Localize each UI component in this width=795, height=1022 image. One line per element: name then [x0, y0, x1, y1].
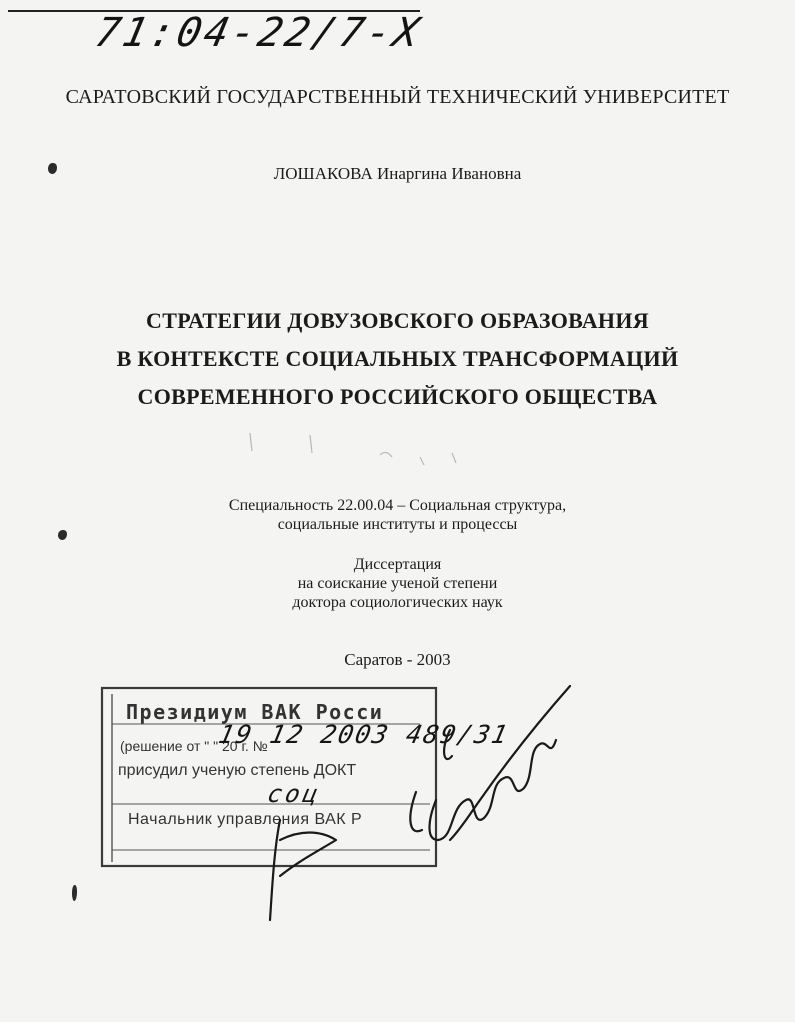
stamp-head-label: Начальник управления ВАК Р: [128, 811, 363, 828]
stamp-decision-handwritten: 19 12 2003 489/31: [215, 720, 512, 749]
dissertation-title-line-3: СОВРЕМЕННОГО РОССИЙСКОГО ОБЩЕСТВА: [137, 384, 658, 409]
archive-code-underline: [0, 0, 795, 80]
stamp-title: Президиум ВАК Росси: [126, 700, 384, 724]
margin-ink-mark: [58, 530, 67, 540]
university-name: САРАТОВСКИЙ ГОСУДАРСТВЕННЫЙ ТЕХНИЧЕСКИЙ УНИВЕРСИТЕТ: [65, 86, 730, 108]
stamp-awarded-label: присудил ученую степень ДОКТ: [118, 762, 357, 779]
document-type: Диссертация: [353, 556, 442, 573]
signature-scribble: [240, 680, 580, 930]
handwritten-archive-code: 71:04-22/7-X: [91, 10, 426, 56]
specialty-line-1: Специальность 22.00.04 – Социальная структура,: [228, 497, 567, 514]
specialty-line-2: социальные институты и процессы: [277, 516, 518, 533]
dissertation-title-line-2: В КОНТЕКСТЕ СОЦИАЛЬНЫХ ТРАНСФОРМАЦИЙ: [116, 346, 679, 371]
stamp-awarded-handwritten: соц: [265, 780, 324, 808]
margin-ink-mark: [72, 885, 77, 901]
city-year: Саратов - 2003: [344, 650, 451, 669]
degree-line-2: доктора социологических наук: [292, 594, 503, 611]
degree-line-1: на соискание ученой степени: [297, 575, 498, 592]
stamp-decision-label: (решение от " " 20 г. №: [120, 738, 268, 754]
faint-smudge: [220, 425, 500, 475]
author-name: ЛОШАКОВА Инаргина Ивановна: [273, 164, 522, 183]
dissertation-title-line-1: СТРАТЕГИИ ДОВУЗОВСКОГО ОБРАЗОВАНИЯ: [146, 308, 649, 333]
